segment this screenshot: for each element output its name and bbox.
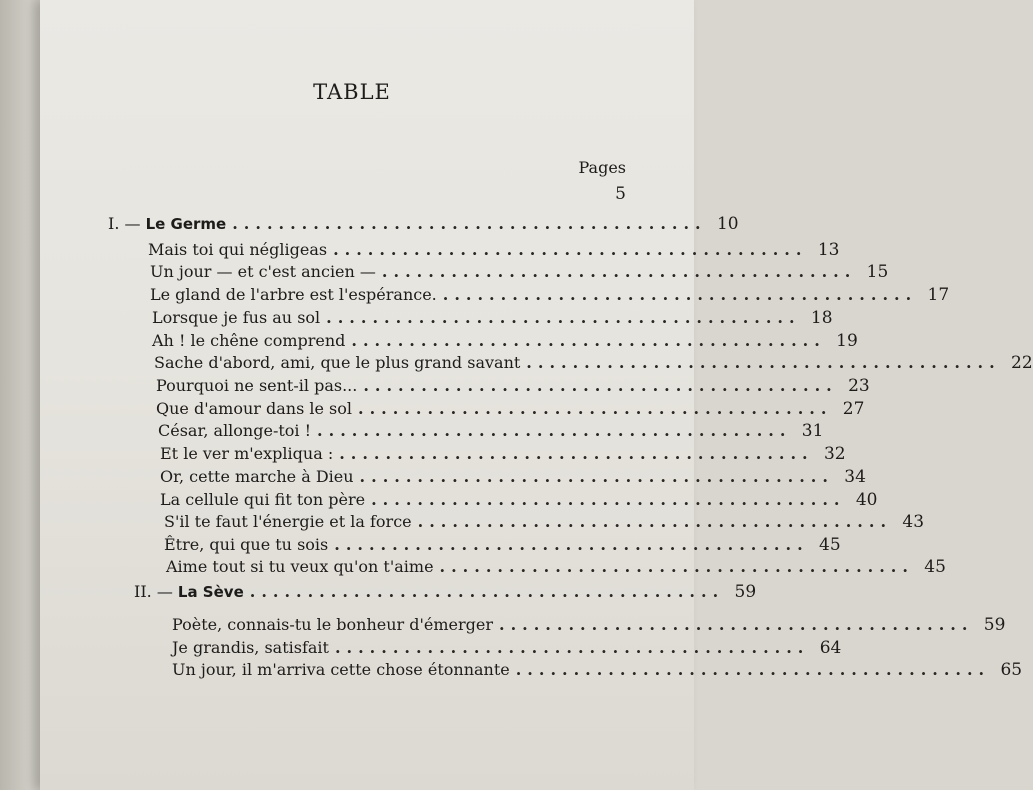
entry-text: Être, qui que tu sois [164,535,329,554]
dot-leader: ......................................... [333,240,808,259]
dot-leader: ......................................... [317,421,792,440]
page-number: 45 [924,557,946,577]
toc-entry [164,535,841,557]
page-number: 23 [848,376,870,396]
dot-leader: ......................................... [526,353,1001,372]
pages-column-label: Pages [578,158,626,177]
page-number: 59 [983,615,1006,635]
dot-leader: ......................................... [381,262,857,281]
toc-entry [172,615,1006,637]
entry-text: Mais toi qui négligeas [148,240,328,259]
page-number: 15 [866,262,889,282]
section-numeral: II. — [134,582,173,601]
page-number: 59 [734,582,757,602]
section-row [108,214,739,236]
section-name: Le Germe [145,215,227,233]
dot-leader: ......................................... [358,399,833,418]
intro-page-number: 5 [615,184,626,204]
dot-leader: ......................................... [339,444,814,463]
toc-entry [150,285,950,307]
dot-leader: ......................................... [371,490,846,509]
entry-text: Sache d'abord, ami, que le plus grand savant [154,353,521,372]
dot-leader: ......................................... [359,467,834,486]
entry-text: Pourquoi ne sent-il pas... [156,376,358,395]
entry-text: Je grandis, satisfait [172,638,329,657]
dot-leader: ......................................... [249,582,725,601]
dot-leader: ......................................... [515,660,991,679]
entry-text: La cellule qui fit ton père [160,490,366,509]
dot-leader: ......................................... [326,308,801,327]
page-number: 27 [842,399,865,419]
entry-text: Lorsque je fus au sol [152,308,321,327]
page-title: TABLE [313,80,391,104]
entry-text: Aime tout si tu veux qu'on t'aime [166,557,434,576]
toc-entry [166,557,946,579]
toc-entry [172,660,1023,682]
toc-entry [152,308,833,330]
toc-entry [148,240,840,262]
page-number: 18 [810,308,833,328]
dot-leader: ......................................... [334,638,810,657]
dot-leader: ......................................... [351,331,826,350]
toc-entry [160,467,866,489]
toc-entry [164,512,925,534]
entry-text: César, allonge-toi ! [158,421,312,440]
dot-leader: ......................................... [363,376,838,395]
dot-leader: ......................................... [442,285,918,304]
entry-text: Un jour — et c'est ancien — [150,262,376,281]
page-number: 13 [817,240,840,260]
toc-entry [156,399,865,421]
section-numeral: I. — [108,214,141,233]
page-number: 40 [855,490,878,510]
dot-leader: ......................................... [232,214,707,233]
entry-text: Ah ! le chêne comprend [152,331,346,350]
book-page [40,0,1033,790]
toc-entry [150,262,889,284]
page-number: 19 [836,331,858,351]
page-number: 22 [1011,353,1033,373]
page-number: 17 [927,285,950,305]
dot-leader: ......................................... [417,512,893,531]
toc-entry [160,490,878,512]
toc-entry [160,444,846,466]
entry-text: Que d'amour dans le sol [156,399,353,418]
page-number: 65 [1000,660,1023,680]
page-number: 45 [819,535,841,555]
page-number: 34 [844,467,866,487]
section-name: La Sève [177,583,244,601]
entry-text: Un jour, il m'arriva cette chose étonnante [172,660,510,679]
entry-text: Et le ver m'expliqua : [160,444,334,463]
entry-text: Poète, connais-tu le bonheur d'émerger [172,615,494,634]
dot-leader: ......................................... [499,615,974,634]
toc-entry [172,638,842,660]
entry-text: Le gland de l'arbre est l'espérance. [150,285,437,304]
page-number: 10 [716,214,739,234]
section-row [134,582,757,604]
dot-leader: ......................................... [439,557,914,576]
page-number: 31 [801,421,824,441]
toc-entry [152,331,858,353]
entry-text: S'il te faut l'énergie et la force [164,512,412,531]
entry-text: Or, cette marche à Dieu [160,467,354,486]
toc-entry [156,376,870,398]
page-number: 64 [819,638,842,658]
page-number: 43 [902,512,925,532]
toc-entry [154,353,1033,375]
dot-leader: ......................................... [334,535,809,554]
toc-entry [158,421,824,443]
page-number: 32 [823,444,846,464]
